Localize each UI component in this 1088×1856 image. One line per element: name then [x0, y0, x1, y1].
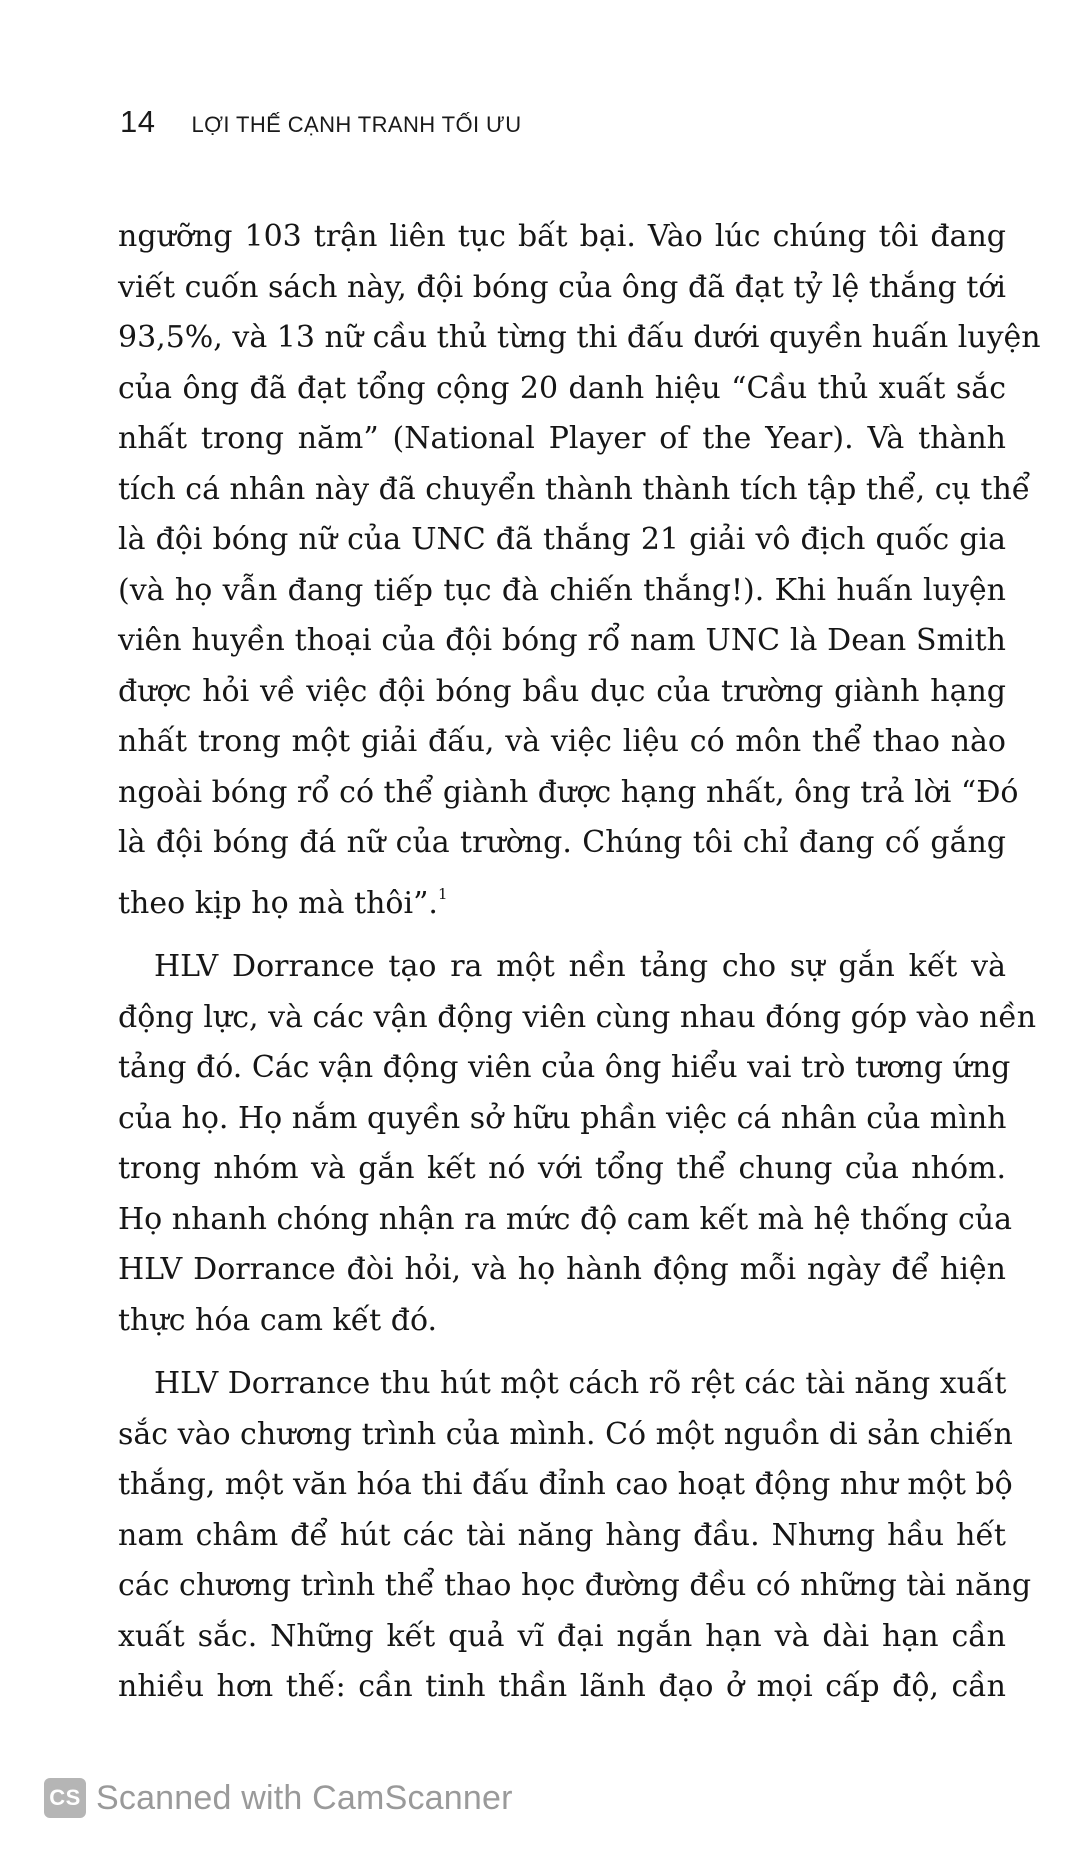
text-line: viết cuốn sách này, đội bóng của ông đã đạt tỷ lệ thắng tới	[118, 269, 1006, 305]
text-line: tích cá nhân này đã chuyển thành thành tích tập thể, cụ thể	[118, 471, 1031, 507]
text-line: 93,5%, và 13 nữ cầu thủ từng thi đấu dưới quyền huấn luyện	[118, 320, 1041, 355]
text-line: nhiều hơn thế: cần tinh thần lãnh đạo ở mọi cấp độ, cần	[118, 1669, 1006, 1704]
text-line: thực hóa cam kết đó.	[118, 1302, 438, 1338]
camscanner-logo-icon: CS	[44, 1778, 86, 1818]
text-line: động lực, và các vận động viên cùng nhau đóng góp vào nền	[118, 999, 1037, 1035]
text-line: xuất sắc. Những kết quả vĩ đại ngắn hạn và dài hạn cần	[118, 1618, 1006, 1654]
text-line: HLV Dorrance tạo ra một nền tảng cho sự gắn kết và	[154, 949, 1006, 984]
text-line: là đội bóng đá nữ của trường. Chúng tôi chỉ đang cố gắng	[118, 825, 1006, 860]
footnote-reference: 1	[437, 884, 448, 903]
text-line: ngưỡng 103 trận liên tục bất bại. Vào lúc chúng tôi đang	[118, 219, 1006, 254]
body-text	[118, 212, 1041, 1713]
text-line: Họ nhanh chóng nhận ra mức độ cam kết mà hệ thống của	[118, 1201, 1012, 1237]
text-line: viên huyền thoại của đội bóng rổ nam UNC là Dean Smith	[118, 623, 1006, 658]
text-line: nam châm để hút các tài năng hàng đầu. Nhưng hầu hết	[118, 1517, 1006, 1553]
text-line: HLV Dorrance đòi hỏi, và họ hành động mỗi ngày để hiện	[118, 1252, 1006, 1287]
text-line-last	[118, 869, 1006, 930]
text-line: (và họ vẫn đang tiếp tục đà chiến thắng!). Khi huấn luyện	[118, 572, 1006, 608]
text-line: được hỏi về việc đội bóng bầu dục của trường giành hạng	[118, 673, 1006, 709]
camscanner-watermark	[44, 1778, 513, 1818]
text-line: theo kịp họ mà thôi”.	[118, 885, 438, 921]
text-line: các chương trình thể thao học đường đều có những tài năng	[118, 1568, 1032, 1603]
text-line: của ông đã đạt tổng cộng 20 danh hiệu “Cầu thủ xuất sắc	[118, 370, 1006, 406]
text-line: là đội bóng nữ của UNC đã thắng 21 giải vô địch quốc gia	[118, 522, 1006, 557]
text-line: nhất trong một giải đấu, và việc liệu có môn thể thao nào	[118, 724, 1006, 759]
paragraph-2	[118, 942, 1037, 1346]
text-line: ngoài bóng rổ có thể giành được hạng nhất, ông trả lời “Đó	[118, 774, 1019, 810]
text-line: HLV Dorrance thu hút một cách rõ rệt các tài năng xuất	[154, 1366, 1007, 1401]
text-line: của họ. Họ nắm quyền sở hữu phần việc cá nhân của mình	[118, 1100, 1007, 1136]
text-line: trong nhóm và gắn kết nó với tổng thể chung của nhóm.	[118, 1151, 1006, 1186]
text-line: tảng đó. Các vận động viên của ông hiểu vai trò tương ứng	[118, 1050, 1011, 1085]
running-title: LỢI THẾ CẠNH TRANH TỐI ƯU	[191, 112, 522, 137]
text-line: thắng, một văn hóa thi đấu đỉnh cao hoạt động như một bộ	[118, 1467, 1013, 1502]
paragraph-3	[118, 1359, 1032, 1713]
page-header	[120, 104, 522, 140]
page-number: 14	[120, 104, 156, 139]
paragraph-1	[118, 212, 1041, 929]
text-line: nhất trong năm” (National Player of the Year). Và thành	[118, 421, 1006, 456]
text-line: sắc vào chương trình của mình. Có một nguồn di sản chiến	[118, 1416, 1013, 1452]
watermark-text: Scanned with CamScanner	[96, 1778, 513, 1817]
